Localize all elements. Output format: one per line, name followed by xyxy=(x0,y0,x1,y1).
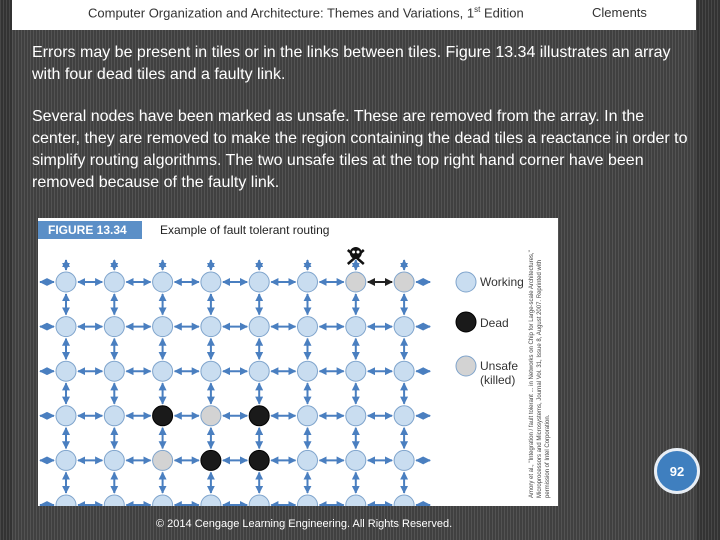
node-working xyxy=(298,406,318,426)
legend-unsafe-line1: Unsafe xyxy=(480,359,519,373)
node-working xyxy=(56,406,76,426)
legend-dead-circle xyxy=(456,312,476,332)
node-unsafe xyxy=(153,450,173,470)
node-working xyxy=(394,361,414,381)
legend-dead-label: Dead xyxy=(480,316,509,330)
node-working xyxy=(298,495,318,506)
node-working xyxy=(153,317,173,337)
figure-label: FIGURE 13.34 xyxy=(38,221,142,239)
node-working xyxy=(298,361,318,381)
legend-working-label: Working xyxy=(480,275,524,289)
node-dead xyxy=(249,406,269,426)
skull-icon xyxy=(350,247,362,259)
legend-unsafe-circle xyxy=(456,356,476,376)
node-working xyxy=(56,317,76,337)
node-working xyxy=(104,495,124,506)
node-working xyxy=(394,317,414,337)
node-working xyxy=(56,495,76,506)
node-working xyxy=(201,361,221,381)
author-name: Clements xyxy=(592,5,647,20)
node-working xyxy=(56,450,76,470)
node-dead xyxy=(201,450,221,470)
node-working xyxy=(201,317,221,337)
node-working xyxy=(104,272,124,292)
node-working xyxy=(153,361,173,381)
legend-unsafe-label xyxy=(480,359,518,387)
node-working xyxy=(394,495,414,506)
figure-side-credit: Amory et al., "Integration / fault tolerant ... in Networks on Chip for Large-scale Architectures," Microprocessors and Microsystems, Journal Vol. 31, Issue 8, August 2007. Reprinted with permission of Intel Corporation. xyxy=(529,250,551,498)
node-working xyxy=(249,317,269,337)
paragraph-errors: Errors may be present in tiles or in the links between tiles. Figure 13.34 illustrates an array with four dead tiles and a faulty link. xyxy=(32,44,671,83)
node-unsafe xyxy=(394,272,414,292)
legend-unsafe-line2: (killed) xyxy=(480,373,516,387)
legend-working-circle xyxy=(456,272,476,292)
node-unsafe xyxy=(201,406,221,426)
node-working xyxy=(56,361,76,381)
node-working xyxy=(346,361,366,381)
node-working xyxy=(153,272,173,292)
node-working xyxy=(56,272,76,292)
node-dead xyxy=(153,406,173,426)
node-working xyxy=(249,272,269,292)
node-working xyxy=(394,406,414,426)
node-working xyxy=(249,495,269,506)
skull-eye xyxy=(352,251,355,254)
node-working xyxy=(104,450,124,470)
node-working xyxy=(104,406,124,426)
node-unsafe xyxy=(346,272,366,292)
book-title: Computer Organization and Architecture: Themes and Variations, 1st Edition xyxy=(88,5,524,21)
node-working xyxy=(298,272,318,292)
slide-panel xyxy=(12,0,696,540)
node-working xyxy=(298,450,318,470)
node-working xyxy=(346,317,366,337)
node-working xyxy=(298,317,318,337)
figure-fault-tolerant-routing xyxy=(38,218,558,506)
node-working xyxy=(104,317,124,337)
node-working xyxy=(346,406,366,426)
node-working xyxy=(394,450,414,470)
skull-eye xyxy=(357,251,360,254)
node-dead xyxy=(249,450,269,470)
slide-header xyxy=(12,0,696,30)
page-number-badge: 92 xyxy=(654,448,700,494)
node-working xyxy=(201,272,221,292)
node-working xyxy=(201,495,221,506)
node-working xyxy=(153,495,173,506)
node-working xyxy=(249,361,269,381)
figure-caption: Example of fault tolerant routing xyxy=(160,223,330,237)
node-working xyxy=(104,361,124,381)
node-working xyxy=(346,495,366,506)
paragraph-unsafe-nodes: Several nodes have been marked as unsafe. These are removed from the array. In the center, they are removed to make the region containing the dead tiles a reactance in order to simplify routing algorithms. The two unsafe tiles at the top right hand corner have been removed because of the faulty link. xyxy=(32,108,688,191)
node-working xyxy=(346,450,366,470)
copyright-notice: © 2014 Cengage Learning Engineering. All Rights Reserved. xyxy=(156,518,453,530)
